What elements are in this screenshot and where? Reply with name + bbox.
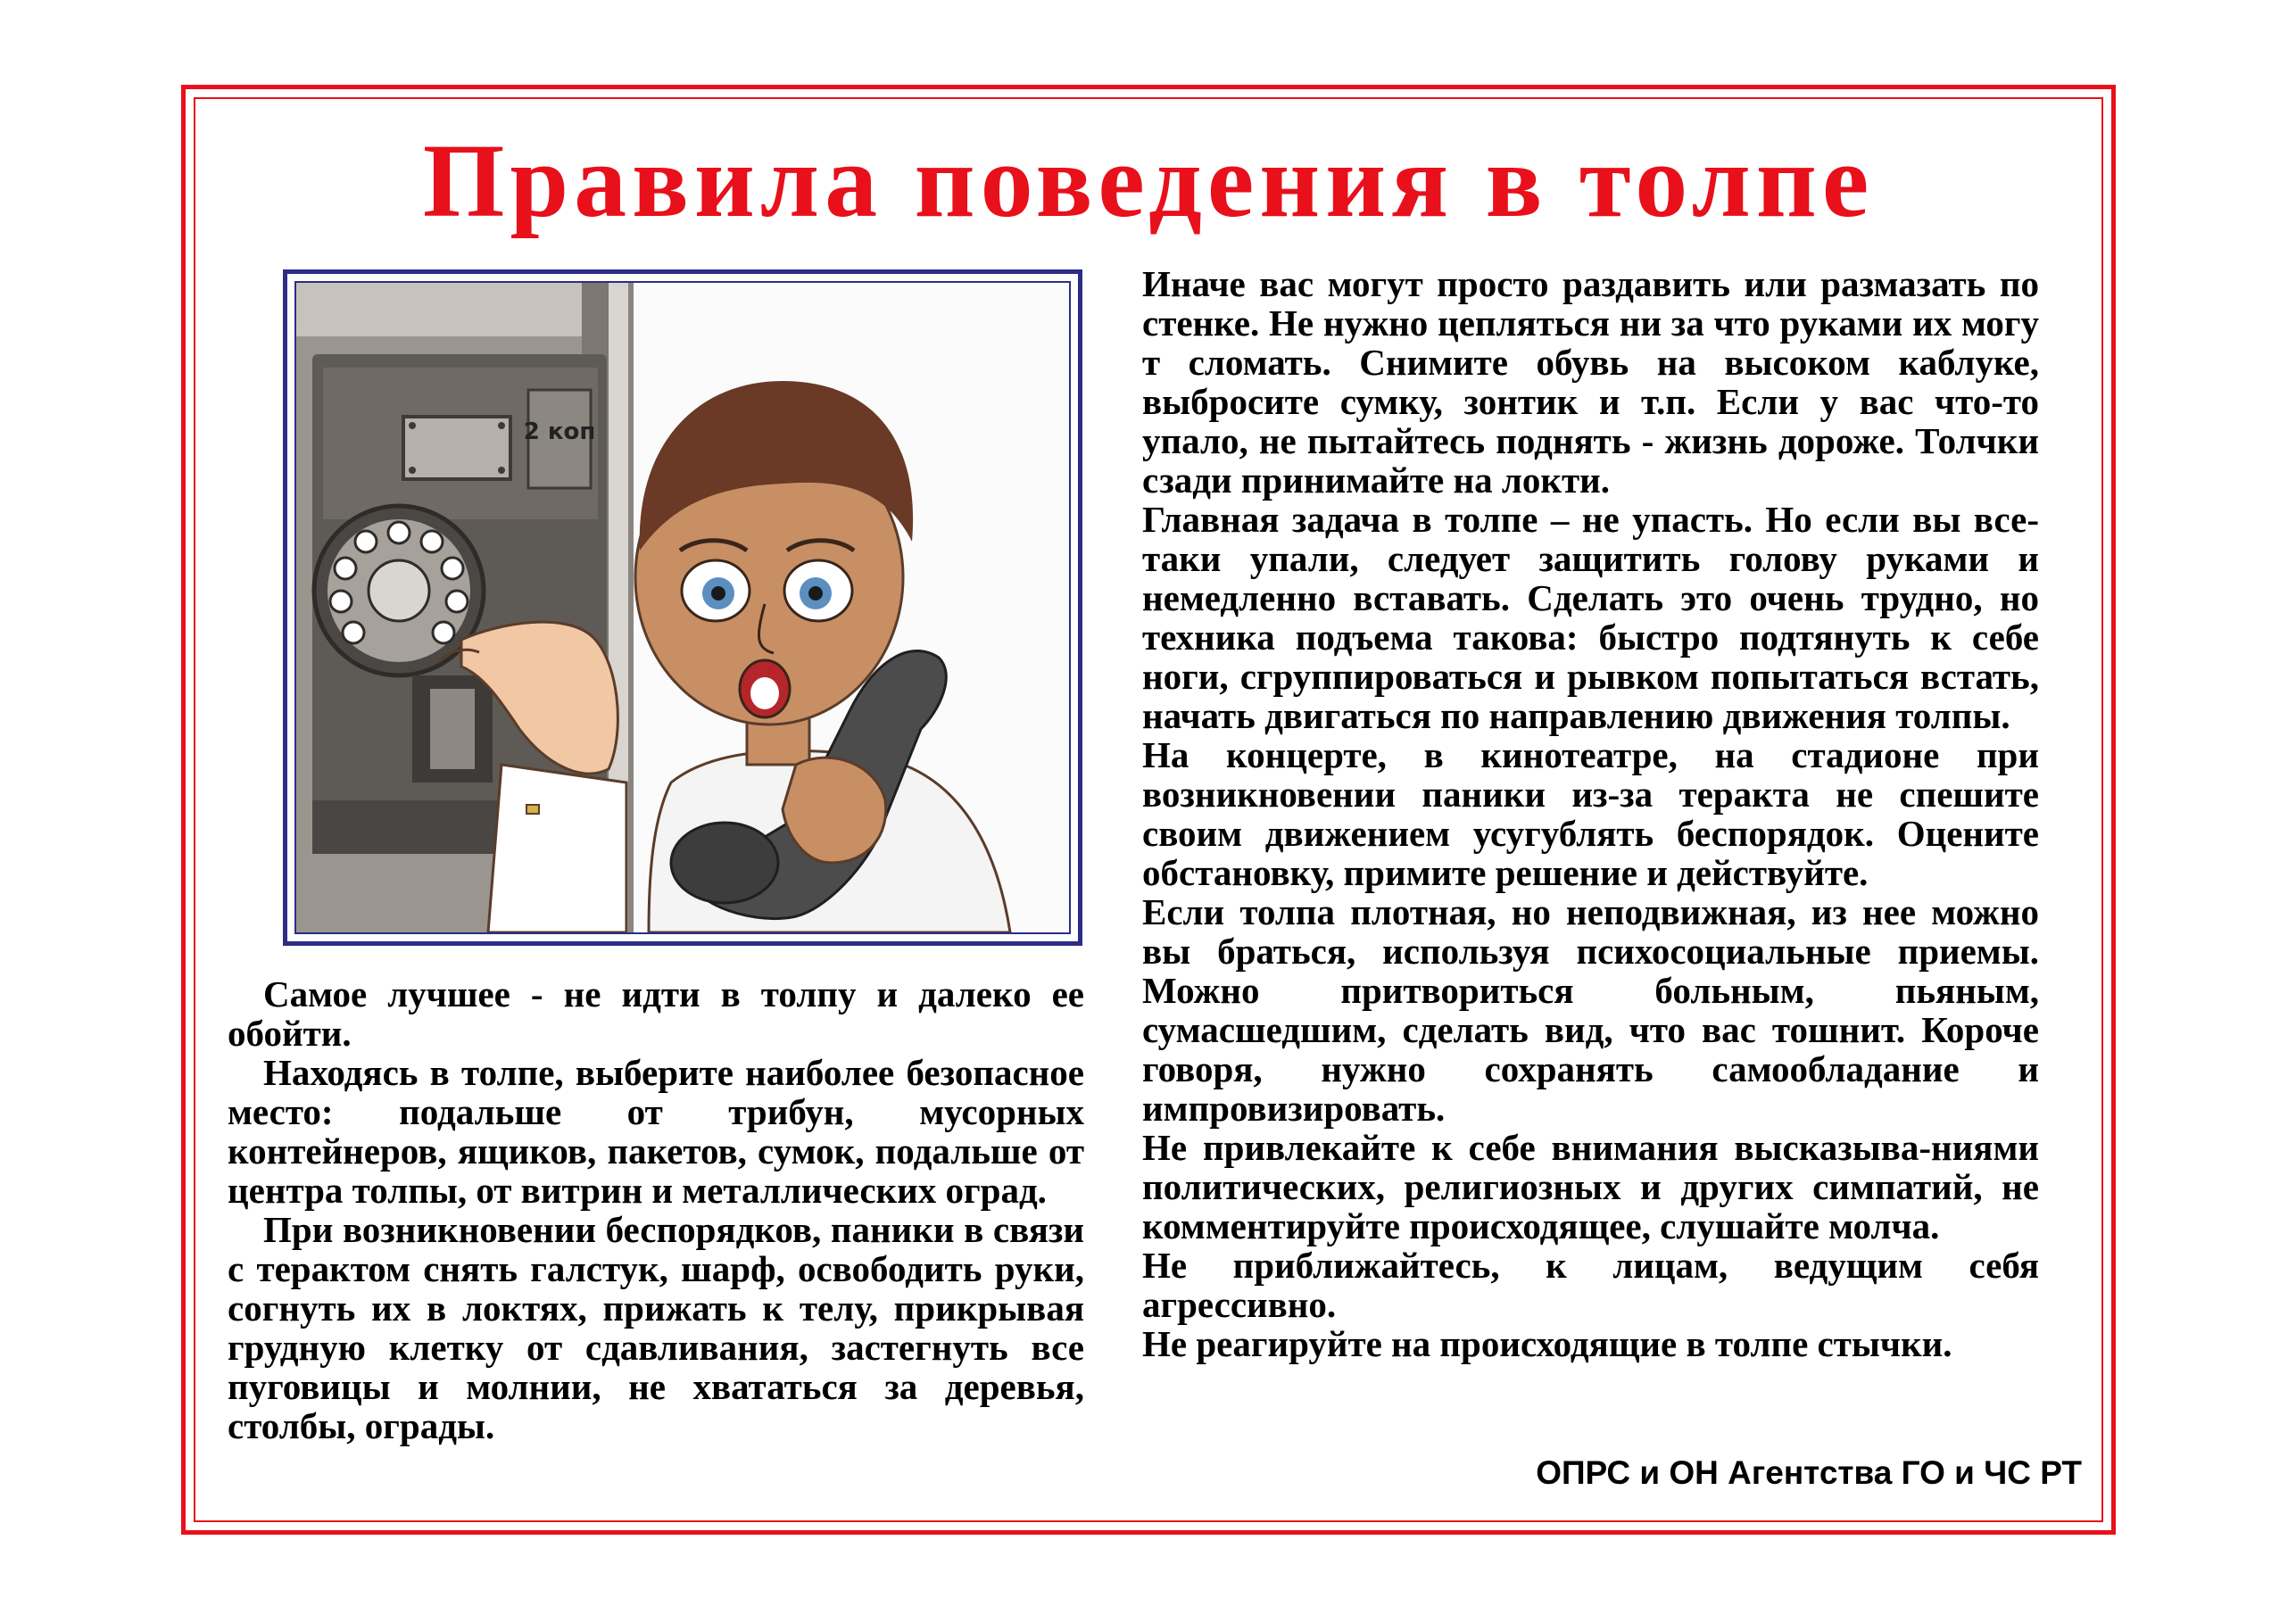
left-paragraph: Самое лучшее - не идти в толпу и далеко ее обойти.	[228, 973, 1084, 1054]
right-paragraph: Иначе вас могут просто раздавить или размазать по стенке. Не нужно цепляться ни за что руками их могу т сломать. Снимите обувь на высоком каблуке, выбросите сумку, зонтик и т.п. Если у вас что-то упало, не пытайтесь поднять - жизнь дороже. Толчки сзади принимайте на локти.	[1142, 263, 2039, 501]
holding-hand	[783, 758, 886, 863]
right-paragraph: Не привлекайте к себе внимания высказыва-ниями политических, религиозных и других симпатий, не комментируйте происходящее, слушайте молча.	[1142, 1127, 2039, 1246]
coin-label: 2 коп	[523, 418, 596, 445]
right-paragraph: Если толпа плотная, но неподвижная, из нее можно вы браться, используя психосоциальные приемы. Можно притвориться больным, пьяным, сумасшедшим, сделать вид, что вас тошнит. Короче говоря, нужно сохранять самообладание и импровизировать.	[1142, 891, 2039, 1129]
left-paragraph: При возникновении беспорядков, паники в связи с терактом снять галстук, шарф, освободить руки, согнуть их в локтях, прижать к телу, прикрывая грудную клетку от сдавливания, застегнуть все пуговицы и молнии, не хвататься за деревья, столбы, ограды.	[228, 1209, 1084, 1446]
right-paragraph: Главная задача в толпе – не упасть. Но если вы все-таки упали, следует защитить голову руками и немедленно вставать. Сделать это очень трудно, но техника подъема такова: быстро подтянуть к себе ноги, сгруппироваться и рывком попытаться встать, начать двигаться по направлению движения толпы.	[1142, 499, 2039, 736]
right-paragraph: На концерте, в кинотеатре, на стадионе при возникновении паники из-за теракта не спешите своим движением усугублять беспорядок. Оцените обстановку, примите решение и действуйте.	[1142, 734, 2039, 893]
left-column	[228, 974, 1084, 1445]
right-paragraph: Не реагируйте на происходящие в толпе стычки.	[1142, 1323, 1952, 1364]
right-column	[1142, 264, 2039, 1363]
footer-agency: ОПРС и ОН Агентства ГО и ЧС РТ	[1536, 1454, 2082, 1491]
left-paragraph: Находясь в толпе, выберите наиболее безопасное место: подальше от трибун, мусорных контейнеров, ящиков, пакетов, сумок, подальше от центра толпы, от витрин и металлических оград.	[228, 1052, 1084, 1211]
poster-title: Правила поведения в толпе	[422, 122, 1875, 239]
illustration	[294, 281, 1071, 934]
right-paragraph: Не приближайтесь, к лицам, ведущим себя агрессивно.	[1142, 1245, 2039, 1325]
